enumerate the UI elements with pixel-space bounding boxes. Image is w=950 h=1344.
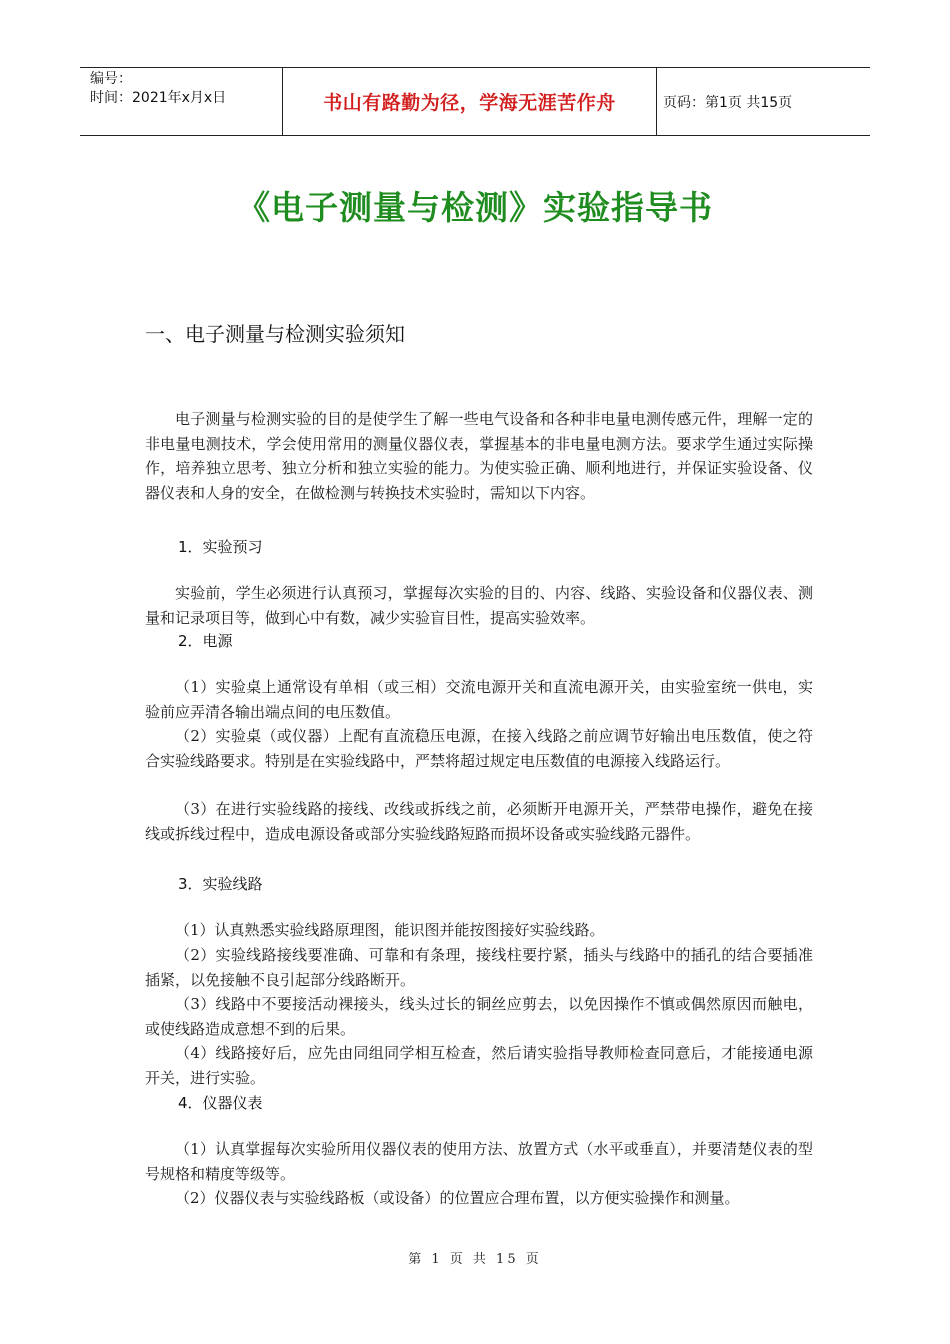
- item-heading-circuit: 3．实验线路: [178, 875, 263, 893]
- paragraph-power-2: （2）实验桌（或仪器）上配有直流稳压电源，在接入线路之前应调节好输出电压数值，使之符合实验线路要求。特别是在实验线路中，严禁将超过规定电压数值的电源接入线路运行。: [145, 727, 813, 770]
- item-heading-instruments: 4．仪器仪表: [178, 1094, 263, 1112]
- section-heading: 一、电子测量与检测实验须知: [145, 322, 405, 346]
- code-label: 编号：: [90, 71, 132, 87]
- header-table: [80, 67, 870, 136]
- paragraph-instruments-1: （1）认真掌握每次实验所用仪器仪表的使用方法、放置方式（水平或垂直），并要清楚仪表的型号规格和精度等级等。: [145, 1140, 813, 1183]
- header-motto: 书山有路勤为径，学海无涯苦作舟: [283, 68, 657, 135]
- paragraph-circuit-3: （3）线路中不要接活动裸接头，线头过长的铜丝应剪去，以免因操作不慎或偶然原因而触电，或使线路造成意想不到的后果。: [145, 995, 813, 1038]
- page-footer: 第 1 页 共 15 页: [408, 1252, 542, 1267]
- paragraph-circuit-4: （4）线路接好后，应先由同组同学相互检查，然后请实验指导教师检查同意后，才能接通电源开关，进行实验。: [145, 1044, 813, 1087]
- item-heading-preview: 1．实验预习: [178, 538, 263, 556]
- paragraph-preview: 实验前，学生必须进行认真预习，掌握每次实验的目的、内容、线路、实验设备和仪器仪表、测量和记录项目等，做到心中有数，减少实验盲目性，提高实验效率。: [145, 584, 813, 627]
- time-label: 时间：2021年x月x日: [90, 90, 227, 106]
- paragraph-instruments-2: （2）仪器仪表与实验线路板（或设备）的位置应合理布置，以方便实验操作和测量。: [175, 1189, 740, 1207]
- item-heading-power: 2．电源: [178, 632, 233, 650]
- intro-paragraph: 电子测量与检测实验的目的是使学生了解一些电气设备和各种非电量电测传感元件，理解一定的非电量电测技术，学会使用常用的测量仪器仪表，掌握基本的非电量电测方法。要求学生通过实际操作，培养独立思考、独立分析和独立实验的能力。为使实验正确、顺利地进行，并保证实验设备、仪器仪表和人身的安全，在做检测与转换技术实验时，需知以下内容。: [145, 410, 813, 502]
- paragraph-circuit-1: （1）认真熟悉实验线路原理图，能识图并能按图接好实验线路。: [175, 921, 605, 939]
- paragraph-power-1: （1）实验桌上通常设有单相（或三相）交流电源开关和直流电源开关，由实验室统一供电，实验前应弄清各输出端点间的电压数值。: [145, 678, 813, 721]
- document-title: 《电子测量与检测》实验指导书: [237, 188, 713, 227]
- header-page-info: 页码：第1页 共15页: [663, 94, 793, 111]
- header-meta-cell: [80, 68, 283, 135]
- paragraph-circuit-2: （2）实验线路接线要准确、可靠和有条理，接线柱要拧紧，插头与线路中的插孔的结合要插准插紧，以免接触不良引起部分线路断开。: [145, 946, 813, 989]
- paragraph-power-3: （3）在进行实验线路的接线、改线或拆线之前，必须断开电源开关，严禁带电操作，避免在接线或拆线过程中，造成电源设备或部分实验线路短路而损坏设备或实验线路元器件。: [145, 800, 813, 843]
